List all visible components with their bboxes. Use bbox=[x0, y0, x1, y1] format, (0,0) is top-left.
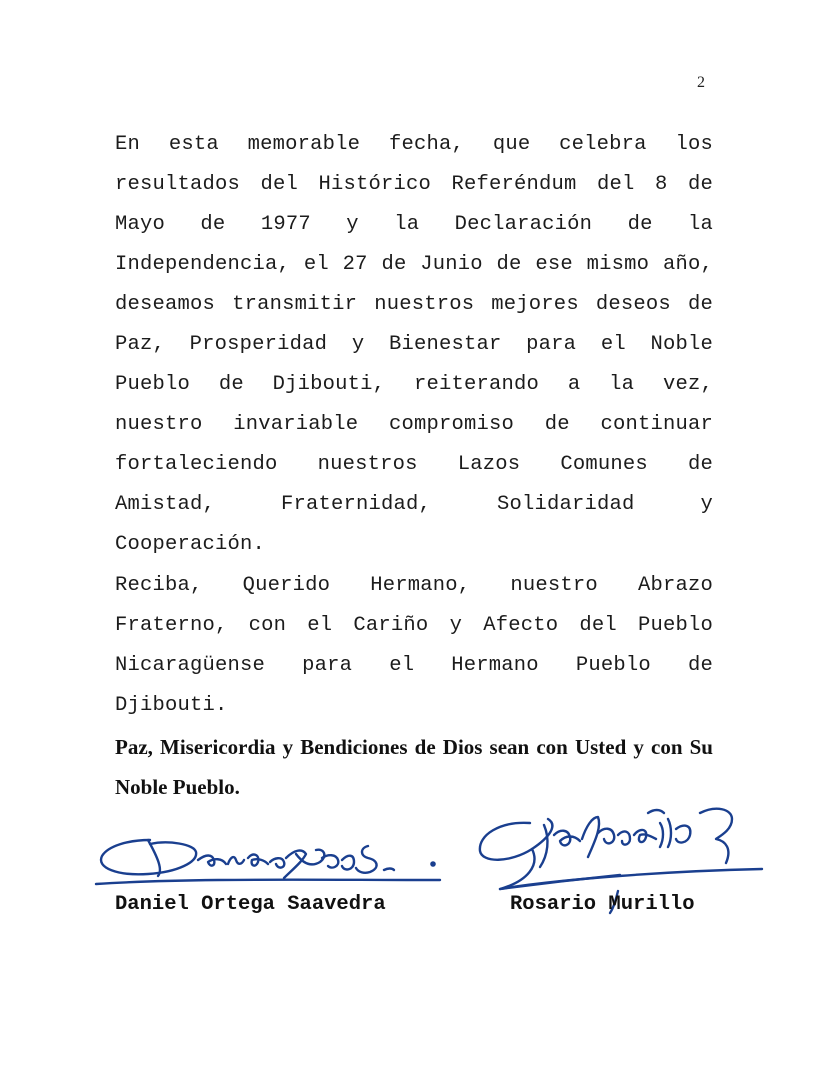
paragraph-celebration: En esta memorable fecha, que celebra los resultados del Histórico Referéndum del 8 de Mayo de 1977 y la Declaración de la Independencia, el 27 de Junio de ese mismo año, deseamos transmitir nuestros mejores deseos de Paz, Prosperidad y Bienestar para el Noble Pueblo de Djibouti, reiterando a la vez, nuestro invariable compromiso de continuar fortaleciendo nuestros Lazos Comunes de Amistad, Fraternidad, Solidaridad y Cooperación. bbox=[115, 133, 713, 556]
page-number: 2 bbox=[697, 74, 705, 91]
closing-blessing: Paz, Misericordia y Bendiciones de Dios sean con Usted y con Su Noble Pueblo. bbox=[115, 735, 713, 799]
signatory-name-daniel-ortega: Daniel Ortega Saavedra bbox=[115, 893, 386, 916]
paragraph-greeting: Reciba, Querido Hermano, nuestro Abrazo Fraterno, con el Cariño y Afecto del Pueblo Nicaragüense para el Hermano Pueblo de Djibouti. bbox=[115, 574, 713, 717]
signatory-name-rosario-murillo: Rosario Murillo bbox=[510, 893, 695, 916]
signature-daniel-ortega bbox=[88, 818, 453, 898]
